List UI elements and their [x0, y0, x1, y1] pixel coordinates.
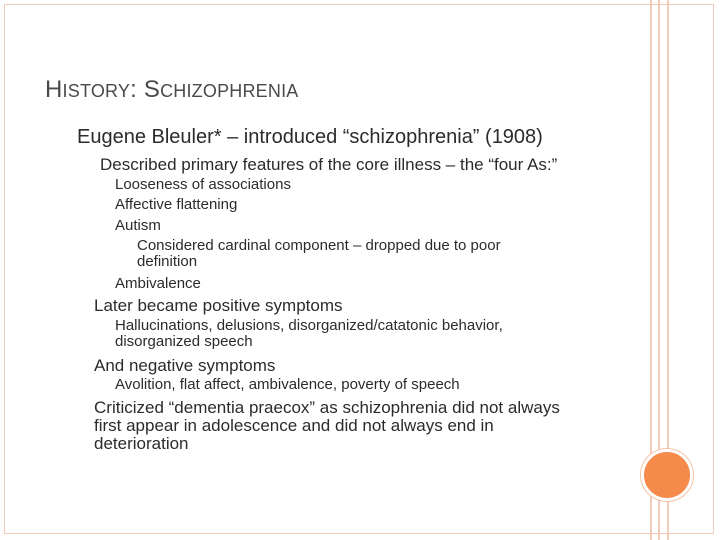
bullet-cardinal-line1: Considered cardinal component – dropped due to poor [137, 237, 501, 254]
bullet-positive: Later became positive symptoms [94, 296, 343, 315]
bullet-halluc-line2: disorganized speech [115, 333, 253, 350]
bullet-criticized-line3: deterioration [94, 434, 189, 453]
bullet-bleuler: Eugene Bleuler* – introduced “schizophrenia” (1908) [77, 126, 543, 148]
bullet-affective: Affective flattening [115, 196, 238, 213]
slide-title: HISTORY: SCHIZOPHRENIA [45, 76, 299, 103]
bullet-ambivalence: Ambivalence [115, 275, 201, 292]
bullet-criticized-line1: Criticized “dementia praecox” as schizophrenia did not always [94, 398, 560, 417]
bullet-cardinal-line2: definition [137, 253, 198, 270]
bullet-avolition: Avolition, flat affect, ambivalence, poverty of speech [115, 376, 460, 393]
accent-circle-icon [641, 449, 693, 501]
bullet-negative: And negative symptoms [94, 356, 276, 375]
bullet-autism: Autism [115, 217, 161, 234]
bullet-looseness: Looseness of associations [115, 176, 291, 193]
bullet-halluc-line1: Hallucinations, delusions, disorganized/catatonic behavior, [115, 317, 503, 334]
bullet-described: Described primary features of the core illness – the “four As:” [100, 155, 558, 174]
bullet-criticized-line2: first appear in adolescence and did not always end in [94, 416, 494, 435]
